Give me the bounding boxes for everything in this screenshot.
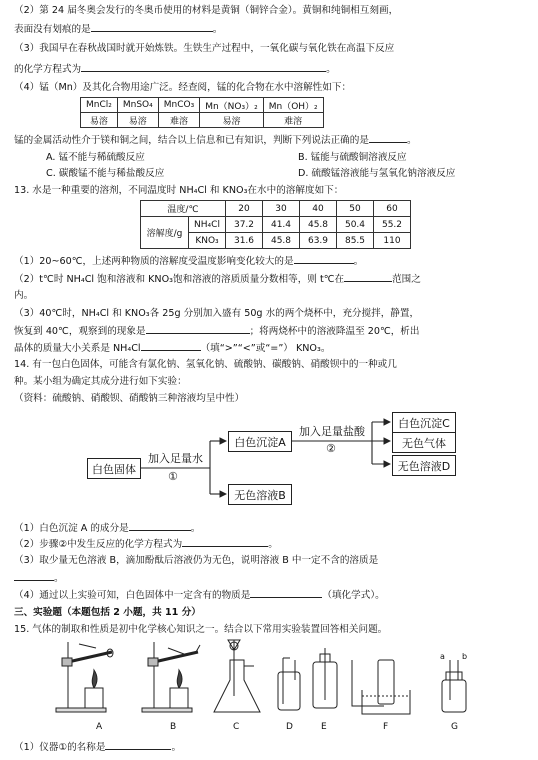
q14-part2-text: （2）步骤②中发生反应的化学方程式为 <box>14 539 183 550</box>
table-cell: MnCO₃ <box>158 98 199 113</box>
port-label-b: b <box>462 652 468 661</box>
q12-part2-text: 表面没有划痕的是 <box>14 24 91 35</box>
flow-white-solid: 白色固体 <box>87 458 141 479</box>
table-cell: 40 <box>300 201 337 217</box>
answer-blank[interactable] <box>105 740 171 750</box>
q13-intro: 13. 水是一种重要的溶剂，不同温度时 NH₄Cl 和 KNO₃在水中的溶解度如下： <box>14 185 344 196</box>
period: 。 <box>212 24 223 35</box>
q13-part3-text2: ；将两烧杯中的溶液降温至 20℃，析出 <box>249 326 420 337</box>
apparatus-label-d: D <box>286 722 293 732</box>
q15-part1-text: （1）仪器①的名称是 <box>14 742 106 753</box>
q13-part2-text: （2）t℃时 NH₄Cl 饱和溶液和 KNO₃饱和溶液的溶质质量分数相等，则 t℃在 <box>14 274 345 285</box>
flow-solution-b: 无色溶液B <box>228 484 292 505</box>
table-cell: 41.4 <box>263 217 300 233</box>
apparatus-label-a: A <box>96 722 103 732</box>
table-cell: Mn（OH）₂ <box>263 98 323 113</box>
q14-note: （资料：硫酸钠、硝酸钡、硝酸钠三种溶液均呈中性） <box>14 393 245 404</box>
table-cell: 难溶 <box>158 113 199 128</box>
q14-part4-text: （4）通过以上实验可知，白色固体中一定含有的物质是 <box>14 590 251 601</box>
table-cell: 易溶 <box>200 113 264 128</box>
flow-step2-number: ② <box>326 442 336 455</box>
table-cell: 45.8 <box>300 217 337 233</box>
q13-part2-line2: 内。 <box>14 290 34 301</box>
apparatus-label-f: F <box>383 722 389 732</box>
table-cell: 37.2 <box>226 217 263 233</box>
table-cell: 63.9 <box>300 233 337 249</box>
table-cell: 易溶 <box>81 113 118 128</box>
flow-precipitate-c: 白色沉淀C <box>392 412 456 433</box>
table-cell: 易溶 <box>117 113 158 128</box>
table-cell: 85.5 <box>337 233 374 249</box>
apparatus-b-icon <box>142 642 200 712</box>
table-cell: 难溶 <box>263 113 323 128</box>
apparatus-label-e: E <box>321 722 327 732</box>
q12-part4-line1: （4）锰（Mn）及其化合物用途广泛。经查阅，锰的化合物在水中溶解性如下： <box>14 82 352 93</box>
q15-part1 <box>14 740 181 754</box>
apparatus-e-icon <box>313 648 337 708</box>
q14-intro-line1: 14. 有一包白色固体，可能含有氯化钠、氢氧化钠、硫酸钠、碳酸钠、硝酸钡中的一种或几 <box>14 359 397 370</box>
q14-part1-text: （1）白色沉淀 A 的成分是 <box>14 523 129 534</box>
q12-part3-line1: （3）我国早在春秋战国时就开始炼铁。生铁生产过程中，一氧化碳与氧化铁在高温下反应 <box>14 43 395 54</box>
q15-intro: 15. 气体的制取和性质是初中化学核心知识之一。结合以下常用实验装置回答相关问题。 <box>14 624 388 635</box>
table-cell: 50 <box>337 201 374 217</box>
table-cell: 50.4 <box>337 217 374 233</box>
period: 。 <box>268 539 278 550</box>
flow-step1-label: 加入足量水 <box>148 452 203 465</box>
apparatus-c-icon <box>214 640 260 712</box>
table-cell: 110 <box>374 233 411 249</box>
flow-step2-label: 加入足量盐酸 <box>299 425 365 438</box>
q14-part3-line1: （3）取少量无色溶液 B，滴加酚酞后溶液仍为无色，说明溶液 B 中一定不含的溶质是 <box>14 555 379 566</box>
table-cell: 20 <box>226 201 263 217</box>
period: 。 <box>326 64 336 75</box>
table-cell: 55.2 <box>374 217 411 233</box>
table-header: 温度/℃ <box>141 201 226 217</box>
apparatus-label-g: G <box>451 722 458 732</box>
q13-part3-text4: （填“>”“<”或“=”） KNO₃。 <box>200 343 331 354</box>
flow-gas: 无色气体 <box>392 432 456 453</box>
table-cell: NH₄Cl <box>189 217 226 233</box>
apparatus-f-icon <box>352 660 410 714</box>
option-b: B. 锰能与硫酸铜溶液反应 <box>298 152 407 163</box>
q13-part3-line1: （3）40℃时，NH₄Cl 和 KNO₃各 25g 分别加入盛有 50g 水的两个烧杯中，充分搅拌，静置， <box>14 308 420 319</box>
table-cell: 60 <box>374 201 411 217</box>
period: 。 <box>353 256 364 267</box>
apparatus-d-icon <box>278 658 300 710</box>
q12-part4-text: 锰的金属活动性介于镁和铜之间，结合以上信息和已有知识，判断下列说法正确的是 <box>14 135 369 146</box>
q13-part3-text3: 晶体的质量大小关系是 NH₄Cl <box>14 343 141 354</box>
table-cell: MnCl₂ <box>81 98 118 113</box>
apparatus-g-icon <box>442 660 466 712</box>
table-cell: MnSO₄ <box>117 98 158 113</box>
period: 。 <box>171 742 182 753</box>
flow-solution-d: 无色溶液D <box>392 455 456 476</box>
table-cell: 31.6 <box>226 233 263 249</box>
apparatus-label-c: C <box>233 722 240 732</box>
table-cell: KNO₃ <box>189 233 226 249</box>
section3-title: 三、实验题（本题包括 2 小题，共 11 分） <box>14 607 201 618</box>
q13-part3-text: 恢复到 40℃，观察到的现象是 <box>14 326 146 337</box>
q13-part2-suffix: 范围之 <box>392 274 421 285</box>
option-d: D. 硫酸锰溶液能与氢氧化钠溶液反应 <box>298 168 456 179</box>
period: 。 <box>190 523 201 534</box>
option-c: C. 碳酸锰不能与稀盐酸反应 <box>46 168 165 179</box>
period: 。 <box>406 135 417 146</box>
apparatus-label-b: B <box>170 722 177 732</box>
q12-part3-text: 的化学方程式为 <box>14 64 82 75</box>
port-label-a: a <box>440 652 445 661</box>
q13-part1-text: （1）20~60℃，上述两种物质的溶解度受温度影响变化较大的是 <box>14 256 294 267</box>
flow-step1-number: ① <box>168 470 178 483</box>
table-cell: Mn（NO₃）₂ <box>200 98 264 113</box>
q14-part4-suffix: （填化学式）。 <box>322 590 385 601</box>
apparatus-a-icon <box>56 642 113 712</box>
q12-part2-line1: （2）第 24 届冬奥会发行的冬奥币使用的材料是黄铜（铜锌合金）。黄铜和纯铜相互刻画， <box>14 5 399 16</box>
table-cell: 45.8 <box>263 233 300 249</box>
flow-precipitate-a: 白色沉淀A <box>228 431 292 452</box>
table-cell: 30 <box>263 201 300 217</box>
q14-intro-line2: 种。某小组为确定其成分进行如下实验： <box>14 376 187 387</box>
option-a: A. 锰不能与稀硫酸反应 <box>46 152 145 163</box>
period: 。 <box>54 573 64 584</box>
table-header: 溶解度/g <box>141 217 189 249</box>
